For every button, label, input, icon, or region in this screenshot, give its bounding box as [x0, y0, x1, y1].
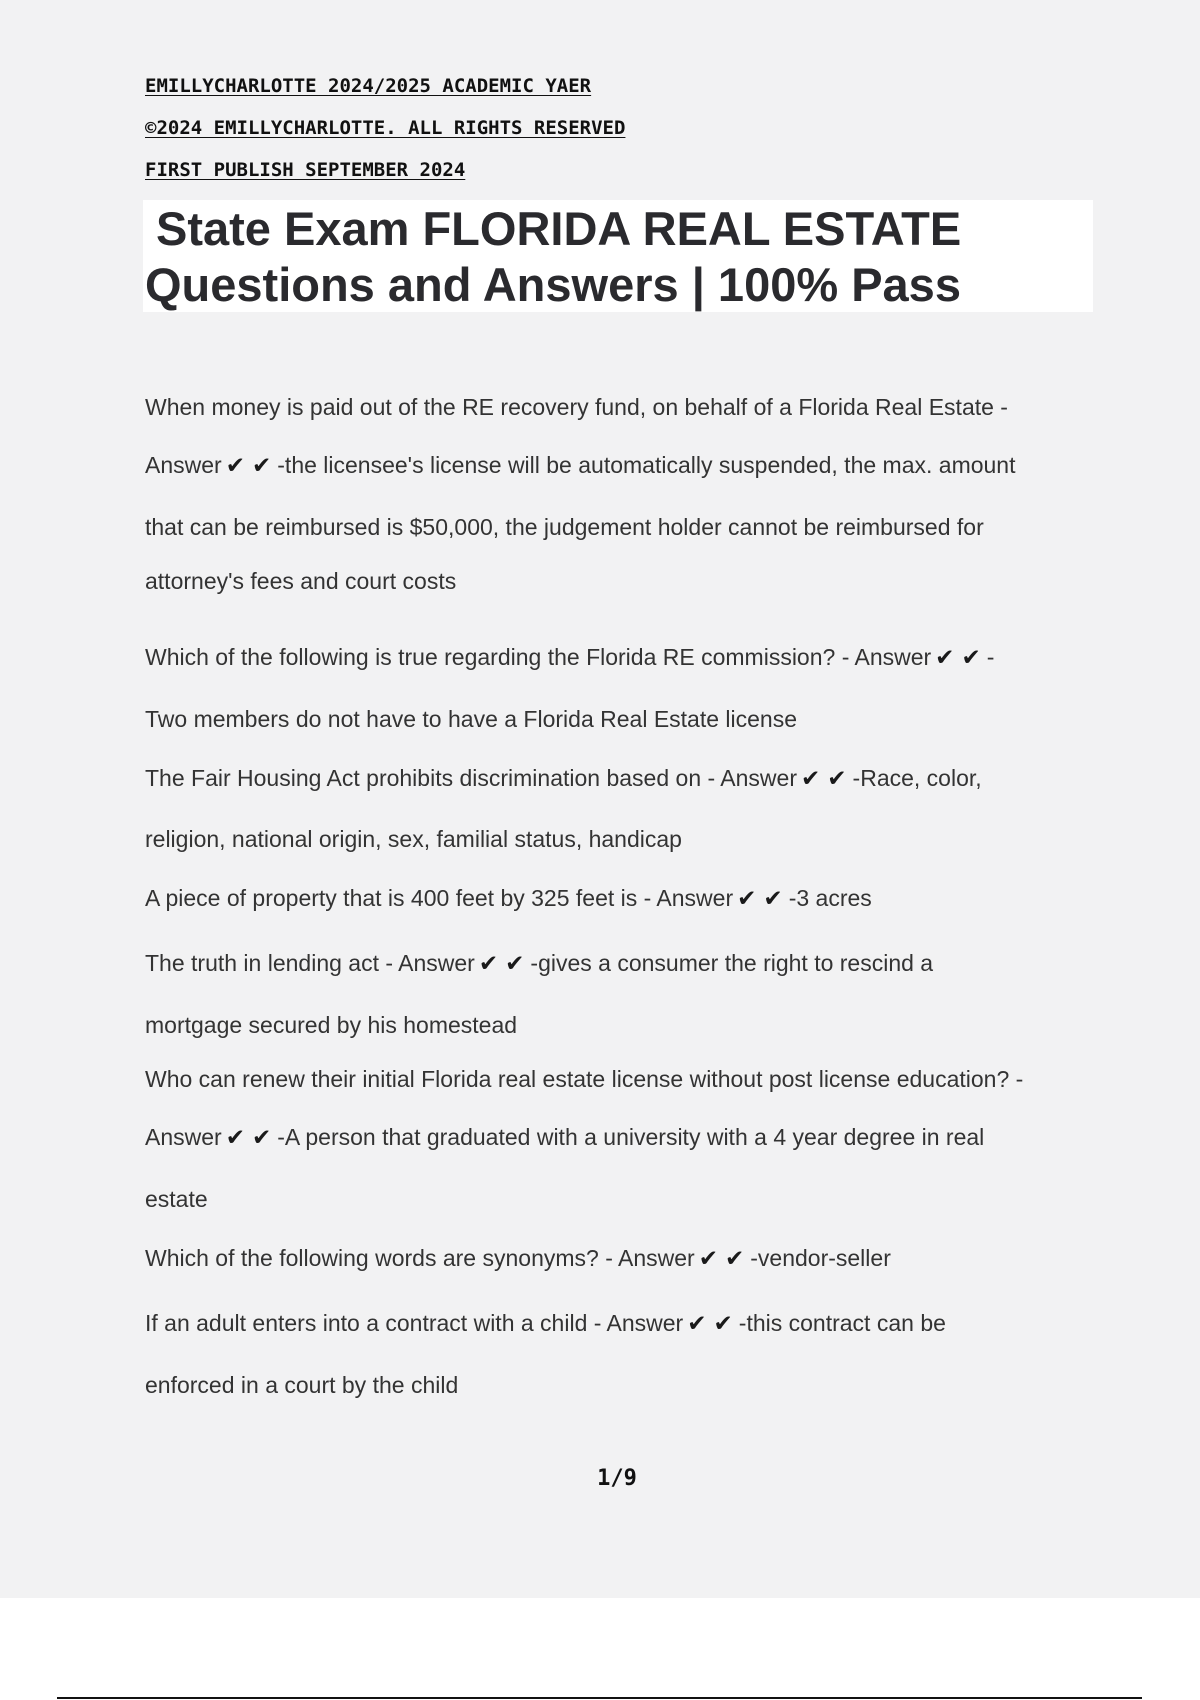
- title-line-2: Questions and Answers | 100% Pass: [145, 258, 961, 311]
- answer-text: -vendor-seller: [750, 1245, 891, 1271]
- question-text: Answer: [145, 452, 222, 478]
- check-mark-icon: ✔: [251, 453, 272, 479]
- question-text: Which of the following words are synonyms? - Answer: [145, 1245, 695, 1271]
- question-line: [145, 828, 682, 851]
- question-line: [145, 516, 984, 539]
- question-line: [145, 1188, 208, 1211]
- question-text: mortgage secured by his homestead: [145, 1012, 518, 1038]
- check-mark-icon: ✔: [251, 1125, 272, 1151]
- check-mark-icon: ✔: [505, 951, 525, 977]
- question-text: religion, national origin, sex, familial status, handicap: [145, 826, 682, 852]
- question-line: [145, 767, 982, 791]
- title-line-1: State Exam FLORIDA REAL ESTATE: [156, 202, 962, 255]
- header-copyright: ©2024 EMILLYCHARLOTTE. ALL RIGHTS RESERVED: [145, 117, 626, 139]
- question-text: The truth in lending act - Answer: [145, 950, 475, 976]
- answer-text: -3 acres: [788, 885, 872, 911]
- check-mark-icon: ✔: [827, 766, 847, 792]
- check-mark-icon: ✔: [478, 951, 499, 977]
- check-mark-icon: ✔: [687, 1311, 707, 1337]
- question-text: that can be reimbursed is $50,000, the judgement holder cannot be reimbursed for: [145, 514, 984, 540]
- question-line: [145, 952, 933, 976]
- answer-text: -gives a consumer the right to rescind a: [530, 950, 934, 976]
- answer-text: -this contract can be: [738, 1310, 946, 1336]
- check-mark-icon: ✔: [935, 645, 955, 671]
- footer-divider: [57, 1697, 1142, 1699]
- check-mark-icon: ✔: [961, 645, 981, 671]
- question-line: [145, 708, 797, 731]
- question-text: Answer: [145, 1124, 222, 1150]
- question-text: If an adult enters into a contract with a child - Answer: [145, 1310, 684, 1336]
- question-text: Who can renew their initial Florida real estate license without post license education? -: [145, 1066, 1024, 1092]
- answer-text: -the licensee's license will be automatically suspended, the max. amount: [277, 452, 1016, 478]
- question-line: [145, 887, 872, 911]
- question-text: Two members do not have to have a Florida Real Estate license: [145, 706, 798, 732]
- question-line: [145, 1247, 891, 1271]
- question-line: [145, 396, 1008, 419]
- question-line: [145, 1014, 517, 1037]
- check-mark-icon: ✔: [737, 886, 757, 912]
- answer-text: -Race, color,: [852, 765, 982, 791]
- question-text: When money is paid out of the RE recovery fund, on behalf of a Florida Real Estate -: [145, 394, 1008, 420]
- answer-text: -: [986, 644, 995, 670]
- question-line: [145, 1312, 946, 1336]
- check-mark-icon: ✔: [713, 1311, 733, 1337]
- question-line: [145, 1374, 458, 1397]
- document-title: [143, 200, 1093, 312]
- question-line: [145, 1068, 1023, 1091]
- answer-text: -A person that graduated with a university with a 4 year degree in real: [277, 1124, 985, 1150]
- header-first-publish: FIRST PUBLISH SEPTEMBER 2024: [145, 159, 466, 181]
- question-text: enforced in a court by the child: [145, 1372, 459, 1398]
- check-mark-icon: ✔: [763, 886, 783, 912]
- question-text: The Fair Housing Act prohibits discrimination based on - Answer: [145, 765, 797, 791]
- header-academic-year: EMILLYCHARLOTTE 2024/2025 ACADEMIC YAER: [145, 75, 592, 97]
- question-text: Which of the following is true regarding the Florida RE commission? - Answer: [145, 644, 932, 670]
- page-number: 1/9: [597, 1466, 637, 1491]
- check-mark-icon: ✔: [225, 1125, 245, 1151]
- question-text: attorney's fees and court costs: [145, 568, 457, 594]
- check-mark-icon: ✔: [225, 453, 245, 479]
- check-mark-icon: ✔: [698, 1246, 718, 1272]
- check-mark-icon: ✔: [800, 766, 821, 792]
- question-line: [145, 570, 456, 593]
- question-line: [145, 454, 1016, 478]
- question-line: [145, 1126, 984, 1150]
- check-mark-icon: ✔: [724, 1246, 745, 1272]
- question-text: estate: [145, 1186, 208, 1212]
- question-text: A piece of property that is 400 feet by 325 feet is - Answer: [145, 885, 734, 911]
- question-line: [145, 646, 994, 670]
